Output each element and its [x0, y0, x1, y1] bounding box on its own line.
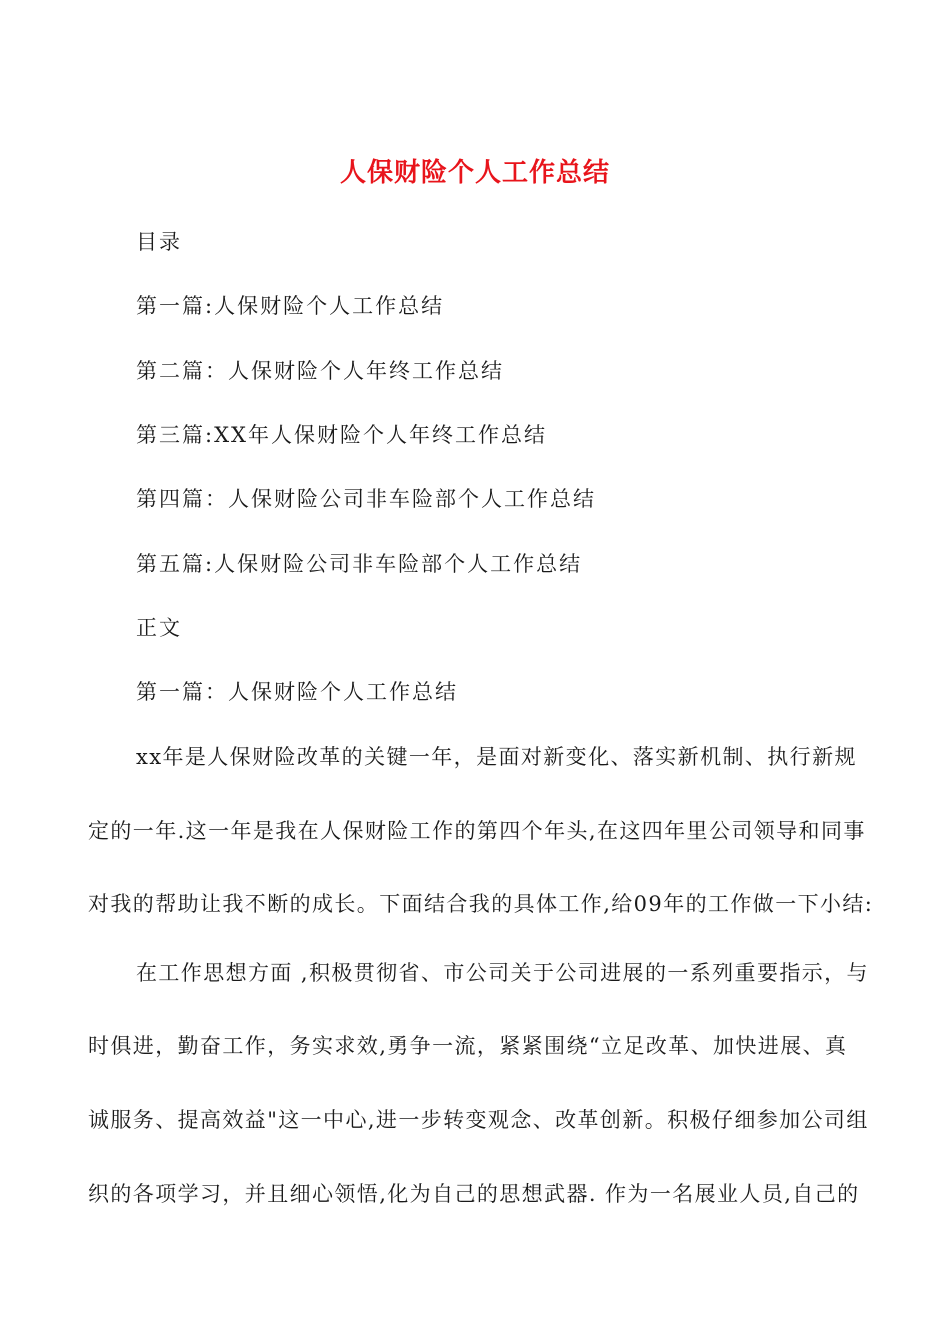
paragraph-line-5: 时俱进，勤奋工作，务实求效,勇争一流，紧紧围绕“立足改革、加快进展、真 — [88, 1034, 848, 1058]
toc-item-1: 第一篇:人保财险个人工作总结 — [136, 294, 445, 318]
toc-item-3: 第三篇:XX年人保财险个人年终工作总结 — [136, 423, 547, 447]
paragraph-line-6: 诚服务、提高效益"这一中心,进一步转变观念、改革创新。积极仔细参加公司组 — [88, 1108, 869, 1132]
paragraph-line-3: 对我的帮助让我不断的成长。下面结合我的具体工作,给09年的工作做一下小结: — [88, 892, 874, 916]
paragraph-line-1: xx年是人保财险改革的关键一年，是面对新变化、落实新机制、执行新规 — [136, 745, 857, 769]
document-title: 人保财险个人工作总结 — [339, 158, 610, 188]
toc-item-5: 第五篇:人保财险公司非车险部个人工作总结 — [136, 552, 583, 576]
paragraph-line-7: 织的各项学习，并且细心领悟,化为自己的思想武器. 作为一名展业人员,自己的 — [88, 1182, 860, 1206]
toc-item-2: 第二篇：人保财险个人年终工作总结 — [136, 359, 504, 383]
toc-item-4: 第四篇：人保财险公司非车险部个人工作总结 — [136, 487, 596, 511]
toc-heading: 目录 — [136, 230, 182, 254]
paragraph-line-4: 在工作思想方面 ,积极贯彻省、市公司关于公司进展的一系列重要指示，与 — [136, 961, 869, 985]
section-title: 第一篇：人保财险个人工作总结 — [136, 680, 458, 704]
paragraph-line-2: 定的一年.这一年是我在人保财险工作的第四个年头,在这四年里公司领导和同事 — [88, 819, 866, 843]
body-heading: 正文 — [136, 616, 182, 640]
